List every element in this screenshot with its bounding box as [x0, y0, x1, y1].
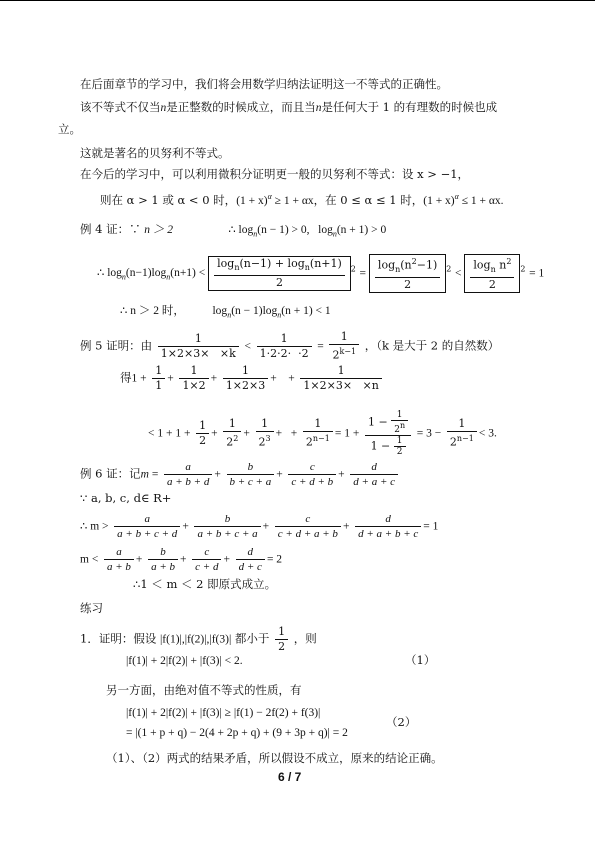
- equation-2-line-1: |f(1)| + 2|f(2)| + |f(3)| ≥ |f(1) − 2f(2) + f(3)|: [126, 707, 321, 719]
- paragraph-5: 则在 α > 1 或 α < 0 时，$(1 + x)^\alpha \ge 1 + \alpha x$，在 0 ≤ α ≤ 1 时，$(1 + x)^\alpha \le 1 + \alpha x$.: [100, 192, 504, 207]
- paragraph-1: 在后面章节的学习中，我们将会用数学归纳法证明这一不等式的正确性。: [80, 77, 448, 91]
- practice-heading: 练习: [80, 601, 103, 615]
- equation-2-number: （2）: [386, 715, 417, 729]
- example-5-bound: < 1 + 1 + $\frac{1}{2}$ + $\frac{1}{2^2}$ + $\frac{1}{2^3}$ + + $\frac{1}{2^{n-1}}$ = 1 + 1 − $\frac{1}{2^n}$ 1 − $\frac{1}{2}$ = 3 − $\frac{1}{2^{n-1}}$ < 3.: [148, 410, 497, 457]
- example-6-conclusion: ∴1 ＜ m ＜ 2 即原式成立。: [133, 577, 277, 591]
- example-6-header: 例 6 证：记m = $\frac{a}{a + b + d}$ + $\frac{b}{b + c + a}$ + $\frac{c}{c + d + b}$ + $\frac{d}{d + a + c}$: [80, 460, 400, 489]
- example-6-lower-bound: ∴ m > $\frac{a}{a + b + c + d}$ + $\frac{b}{a + b + c + a}$ + $\frac{c}{c + d + a + b}$ + $\frac{d}{d + a + b + c}$ = 1: [80, 513, 439, 540]
- example-4-inequality: ∴ $\log_n(n-1)\log_n(n+1)$ < $\frac{\log_n(n-1) + \log_n(n+1)}{2}$ $^2$ = $\frac{\log_n(n^2-1)}{2}$ $^2$ < $\frac{\log_n n^2}{2}$ $^2$ = 1: [97, 254, 544, 293]
- page-number: 6 / 7: [278, 770, 302, 784]
- example-5-sum: 得1 + $\frac{1}{1}$ + $\frac{1}{1\times 2}$ + $\frac{1}{1\times 2\times 3}$ + + $\frac{1}{1\times 2\times 3\times \times n}$: [120, 364, 384, 393]
- equation-1: |f(1)| + 2|f(2)| + |f(3)| < 2.: [126, 655, 243, 667]
- example-6-condition: ∵ a, b, c, d∈ R+: [80, 491, 172, 505]
- paragraph-4: 在今后的学习中，可以利用微积分证明更一般的贝努利不等式：设 x > −1，: [80, 167, 470, 181]
- example-4-header: 例 4 证：∵ n ＞ 2 ∴ $\log_n(n - 1) > 0$, $\log_n(n + 1) > 0$: [80, 222, 387, 239]
- header-rule: [0, 0, 595, 1]
- paragraph-3: 这就是著名的贝努利不等式。: [80, 146, 230, 160]
- paragraph-2: 该不等式不仅当n是正整数的时候成立，而且当n是任何大于 1 的有理数的时候也成: [80, 100, 498, 114]
- paragraph-2-cont: 立。: [58, 122, 81, 136]
- example-4-conclusion: ∴ n ＞ 2 时， $\log_n(n - 1)\log_n(n + 1) < 1$: [120, 305, 331, 320]
- example-5-header: 例 5 证明：由 $\frac{1}{1\times 2\times 3\times \times k}$ < $\frac{1}{1\cdot 2\cdot 2\cdot \cdot 2}$ = $\frac{1}{2^{k-1}}$ ，（k 是大于 2 的自然数）: [80, 330, 500, 362]
- practice-1-header: 1．证明：假设 |f(1)|,|f(2)|,|f(3)| 都小于 $\frac{1}{2}$ ，则: [80, 625, 317, 653]
- practice-1-conclusion: （1）、（2）两式的结果矛盾，所以假设不成立，原来的结论正确。: [106, 751, 443, 765]
- practice-1-other: 另一方面，由绝对值不等式的性质，有: [106, 683, 302, 697]
- example-6-upper-bound: m < $\frac{a}{a + b}$ + $\frac{b}{a + b}$ + $\frac{c}{c + d}$ + $\frac{d}{d + c}$ = 2: [80, 546, 283, 573]
- equation-2-line-2: = |(1 + p + q) − 2(4 + 2p + q) + (9 + 3p + q)| = 2: [126, 727, 348, 739]
- equation-1-number: （1）: [405, 653, 436, 667]
